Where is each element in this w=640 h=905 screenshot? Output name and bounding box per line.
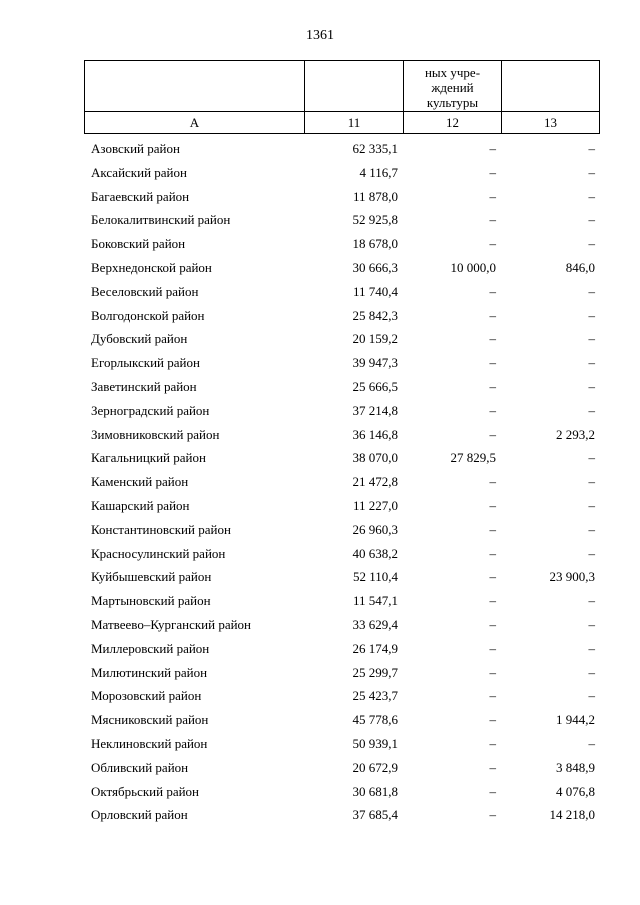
col-11-value: 30 681,8 xyxy=(352,783,398,799)
col-13-value: – xyxy=(588,688,595,704)
district-name: Мартыновский район xyxy=(91,593,211,609)
col-13-value: – xyxy=(588,402,595,418)
header-cell-13-top xyxy=(502,61,600,112)
col-12-value: – xyxy=(489,640,496,656)
district-name: Обливский район xyxy=(91,759,189,775)
col-13-value: – xyxy=(588,141,595,156)
col-13-value: – xyxy=(588,617,595,632)
col-12-value: – xyxy=(489,569,496,585)
table-row xyxy=(0,187,640,207)
page-number: 1361 xyxy=(306,28,334,43)
col-13-value: – xyxy=(588,474,595,490)
district-name: Верхнедонской район xyxy=(91,260,212,275)
table-row xyxy=(0,520,640,540)
district-name: Неклиновский район xyxy=(91,736,208,751)
col-11-value: 11 878,0 xyxy=(352,188,398,204)
column-label-a: А xyxy=(85,112,305,134)
col-13-value: 3 848,9 xyxy=(556,759,595,775)
col-11-value: 52 925,8 xyxy=(352,212,398,228)
col-11-value: 30 666,3 xyxy=(352,260,398,275)
table-row xyxy=(0,686,640,706)
table-row xyxy=(0,377,640,397)
table-row xyxy=(0,329,640,349)
col-11-value: 11 547,1 xyxy=(352,593,398,609)
column-label-11: 11 xyxy=(305,112,404,134)
table-row xyxy=(0,734,640,754)
district-name: Дубовский район xyxy=(91,331,188,347)
header-cell-a-top xyxy=(85,61,305,112)
col-12-value: – xyxy=(489,141,496,156)
col-12-value: 27 829,5 xyxy=(450,450,496,466)
table-row xyxy=(0,353,640,373)
district-name: Заветинский район xyxy=(91,379,197,394)
col-11-value: 39 947,3 xyxy=(352,355,398,371)
col-13-value: – xyxy=(588,736,595,751)
district-name: Кагальницкий район xyxy=(91,450,206,466)
col-11-value: 62 335,1 xyxy=(352,141,398,156)
col-12-value: – xyxy=(489,426,496,442)
table-row xyxy=(0,306,640,326)
col-13-value: 14 218,0 xyxy=(549,807,595,823)
district-name: Кашарский район xyxy=(91,498,190,513)
table-row xyxy=(0,163,640,183)
district-name: Белокалитвинский район xyxy=(91,212,231,228)
col-11-value: 25 842,3 xyxy=(352,307,398,323)
col-13-value: – xyxy=(588,379,595,394)
district-name: Багаевский район xyxy=(91,188,190,204)
table-row xyxy=(0,615,640,635)
district-name: Орловский район xyxy=(91,807,188,823)
col-13-value: – xyxy=(588,640,595,656)
col-11-value: 25 423,7 xyxy=(352,688,398,704)
column-label-12: 12 xyxy=(404,112,502,134)
table-row xyxy=(0,258,640,278)
district-name: Боковский район xyxy=(91,236,186,252)
col-13-value: 4 076,8 xyxy=(556,783,595,799)
col-11-value: 33 629,4 xyxy=(352,617,398,632)
district-name: Мясниковский район xyxy=(91,712,209,728)
col-13-value: – xyxy=(588,283,595,299)
table-row xyxy=(0,544,640,564)
district-name: Каменский район xyxy=(91,474,189,490)
district-name: Морозовский район xyxy=(91,688,202,704)
table-header xyxy=(84,60,600,134)
col-11-value: 21 472,8 xyxy=(352,474,398,490)
col-11-value: 52 110,4 xyxy=(352,569,398,585)
col-11-value: 25 299,7 xyxy=(352,664,398,680)
col12-title: ных учре- ждений культуры xyxy=(424,64,481,110)
col-12-value: – xyxy=(489,379,496,394)
district-name: Зимовниковский район xyxy=(91,426,220,442)
col-13-value: – xyxy=(588,212,595,228)
header-cell-11-top xyxy=(305,61,404,112)
col-11-value: 26 174,9 xyxy=(352,640,398,656)
col-12-value: – xyxy=(489,212,496,228)
col-11-value: 11 227,0 xyxy=(352,498,398,513)
col-13-value: – xyxy=(588,307,595,323)
col-12-value: – xyxy=(489,807,496,823)
col-12-value: – xyxy=(489,188,496,204)
col-11-value: 45 778,6 xyxy=(352,712,398,728)
col-11-value: 40 638,2 xyxy=(352,545,398,561)
col-12-value: – xyxy=(489,283,496,299)
col-12-value: – xyxy=(489,355,496,371)
district-name: Волгодонской район xyxy=(91,307,205,323)
col-13-value: – xyxy=(588,236,595,252)
col-13-value: – xyxy=(588,498,595,513)
district-name: Зерноградский район xyxy=(91,402,210,418)
col-12-value: – xyxy=(489,617,496,632)
col-11-value: 4 116,7 xyxy=(359,164,398,180)
col-13-value: – xyxy=(588,545,595,561)
col-12-value: – xyxy=(489,402,496,418)
col-12-value: – xyxy=(489,164,496,180)
table-row xyxy=(0,758,640,778)
col-12-value: – xyxy=(489,593,496,609)
col-13-value: – xyxy=(588,664,595,680)
col-11-value: 38 070,0 xyxy=(352,450,398,466)
column-label-13: 13 xyxy=(502,112,600,134)
col-13-value: – xyxy=(588,521,595,537)
col-12-value: – xyxy=(489,474,496,490)
col-12-value: – xyxy=(489,736,496,751)
col-13-value: – xyxy=(588,355,595,371)
col-12-value: – xyxy=(489,331,496,347)
header-cell-12-top xyxy=(404,61,502,112)
col-12-value: – xyxy=(489,545,496,561)
col-11-value: 11 740,4 xyxy=(352,283,398,299)
col-12-value: – xyxy=(489,307,496,323)
col-11-value: 20 672,9 xyxy=(352,759,398,775)
district-name: Аксайский район xyxy=(91,164,187,180)
table-row xyxy=(0,805,640,825)
district-name: Матвеево–Курганский район xyxy=(91,617,252,632)
district-name: Куйбышевский район xyxy=(91,569,212,585)
table-row xyxy=(0,567,640,587)
col-12-value: – xyxy=(489,783,496,799)
col-12-value: – xyxy=(489,712,496,728)
col-11-value: 36 146,8 xyxy=(352,426,398,442)
table-row xyxy=(0,210,640,230)
col-13-value: 846,0 xyxy=(565,260,595,275)
col-13-value: – xyxy=(588,164,595,180)
col-13-value: 2 293,2 xyxy=(556,426,595,442)
col-11-value: 37 685,4 xyxy=(352,807,398,823)
table-row xyxy=(0,401,640,421)
col-13-value: – xyxy=(588,188,595,204)
col-12-value: – xyxy=(489,688,496,704)
district-name: Милютинский район xyxy=(91,664,208,680)
col-12-value: – xyxy=(489,498,496,513)
col-12-value: – xyxy=(489,236,496,252)
table-row xyxy=(0,591,640,611)
district-name: Азовский район xyxy=(91,141,180,156)
col-12-value: – xyxy=(489,521,496,537)
col-13-value: – xyxy=(588,331,595,347)
col-11-value: 25 666,5 xyxy=(352,379,398,394)
table-row xyxy=(0,782,640,802)
col-13-value: 1 944,2 xyxy=(556,712,595,728)
district-name: Миллеровский район xyxy=(91,640,210,656)
col-11-value: 50 939,1 xyxy=(352,736,398,751)
col-11-value: 20 159,2 xyxy=(352,331,398,347)
district-name: Егорлыкский район xyxy=(91,355,200,371)
district-name: Константиновский район xyxy=(91,521,231,537)
table-row xyxy=(0,425,640,445)
col-13-value: 23 900,3 xyxy=(549,569,595,585)
table-row xyxy=(0,139,640,159)
col-12-value: 10 000,0 xyxy=(450,260,496,275)
col-12-value: – xyxy=(489,664,496,680)
table-row xyxy=(0,234,640,254)
col-13-value: – xyxy=(588,450,595,466)
table-row xyxy=(0,663,640,683)
col-11-value: 37 214,8 xyxy=(352,402,398,418)
district-name: Веселовский район xyxy=(91,283,199,299)
table-row xyxy=(0,496,640,516)
table-row xyxy=(0,710,640,730)
district-name: Октябрьский район xyxy=(91,783,199,799)
col-11-value: 26 960,3 xyxy=(352,521,398,537)
district-name: Красносулинский район xyxy=(91,545,226,561)
table-row xyxy=(0,282,640,302)
col-11-value: 18 678,0 xyxy=(352,236,398,252)
col-12-value: – xyxy=(489,759,496,775)
col-13-value: – xyxy=(588,593,595,609)
table-row xyxy=(0,639,640,659)
table-row xyxy=(0,448,640,468)
table-row xyxy=(0,472,640,492)
